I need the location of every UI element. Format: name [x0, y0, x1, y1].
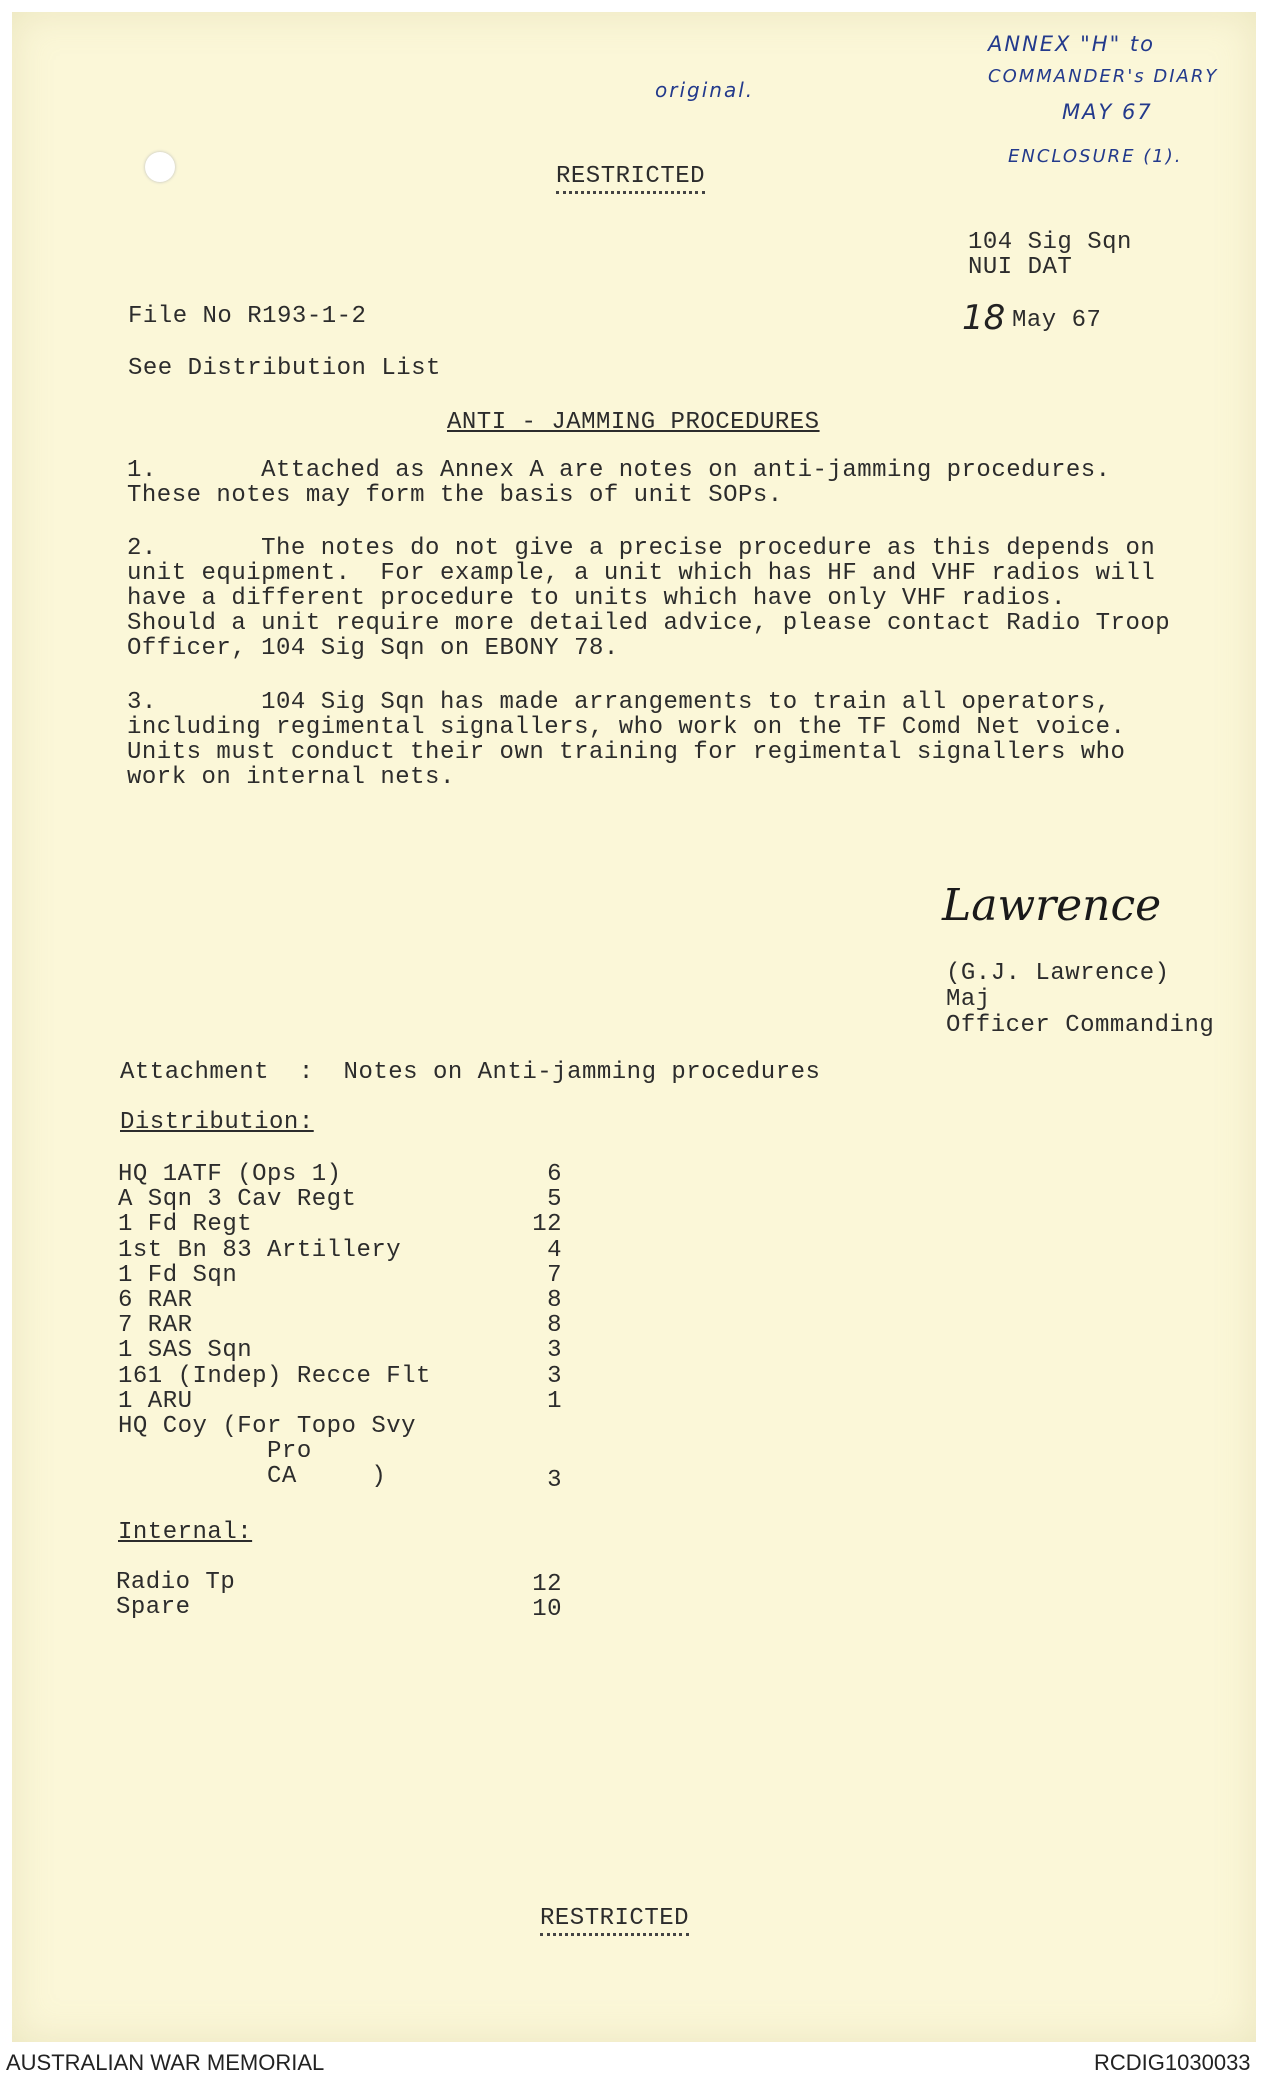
subject-heading: ANTI - JAMMING PROCEDURES: [447, 409, 820, 436]
annotation-line-4: ENCLOSURE (1).: [1008, 146, 1183, 167]
distribution-unit: 1 ARU: [118, 1388, 193, 1415]
internal-unit: Radio Tp: [116, 1569, 236, 1596]
distribution-copies: 8: [547, 1312, 562, 1339]
internal-copies: 12: [532, 1571, 562, 1598]
hq-coy-copies: 3: [547, 1467, 562, 1494]
sender-location: NUI DAT: [968, 254, 1073, 281]
annotation-line-2: COMMANDER's DIARY: [988, 66, 1219, 87]
distribution-copies: 3: [547, 1337, 562, 1364]
distribution-copies: 3: [547, 1363, 562, 1390]
distribution-heading: Distribution:: [120, 1109, 314, 1136]
distribution-copies: 5: [547, 1186, 562, 1213]
paragraph-2: 2. The notes do not give a precise procedure as this depends on unit equipment. For example, a unit which has HF and VHF radios will have a different procedure to units which have only VHF radios. Should a unit require more detailed advice, please contact Radio Troop Officer, 104 Sig Sqn on EBONY 78.: [127, 535, 1171, 662]
date-month-year: May 67: [1012, 307, 1102, 334]
distribution-unit: 1 SAS Sqn: [118, 1337, 253, 1364]
signature: Lawrence: [942, 880, 1162, 931]
file-number: File No R193-1-2: [128, 303, 367, 330]
sender-unit: 104 Sig Sqn: [968, 229, 1132, 256]
hq-coy-line-1: HQ Coy (For Topo Svy: [118, 1413, 417, 1440]
hq-coy-line-2: Pro: [118, 1438, 312, 1465]
original-mark: original.: [655, 78, 755, 102]
distribution-copies: 8: [547, 1287, 562, 1314]
paragraph-3: 3. 104 Sig Sqn has made arrangements to train all operators, including regimental signallers, who work on the TF Comd Net voice. Units must conduct their own training for regimental signallers who work on internal nets.: [127, 689, 1126, 791]
signatory-name: (G.J. Lawrence): [946, 960, 1170, 987]
distribution-copies: 4: [547, 1237, 562, 1264]
hq-coy-line-3: CA ): [118, 1463, 387, 1490]
distribution-copies: 7: [547, 1262, 562, 1289]
distribution-unit: 1 Fd Regt: [118, 1211, 253, 1238]
date-day: 18: [962, 298, 1006, 338]
signatory-title: Officer Commanding: [946, 1012, 1215, 1039]
distribution-unit: 161 (Indep) Recce Flt: [118, 1363, 431, 1390]
internal-unit: Spare: [116, 1594, 191, 1621]
distribution-unit: A Sqn 3 Cav Regt: [118, 1186, 357, 1213]
classification-top: RESTRICTED: [556, 164, 705, 194]
footer-source: AUSTRALIAN WAR MEMORIAL: [6, 2050, 325, 2075]
annotation-line-1: ANNEX "H" to: [988, 32, 1155, 56]
annotation-line-3: MAY 67: [1062, 100, 1153, 124]
internal-copies: 10: [532, 1596, 562, 1623]
addressee: See Distribution List: [128, 355, 441, 382]
internal-heading: Internal:: [118, 1519, 253, 1546]
punch-hole: [145, 152, 175, 182]
distribution-unit: 7 RAR: [118, 1312, 193, 1339]
distribution-unit: HQ 1ATF (Ops 1): [118, 1161, 342, 1188]
classification-bottom: RESTRICTED: [540, 1906, 689, 1936]
distribution-copies: 6: [547, 1161, 562, 1188]
paragraph-1: 1. Attached as Annex A are notes on anti-jamming procedures. These notes may form the basis of unit SOPs.: [127, 457, 1111, 509]
attachment-line: Attachment : Notes on Anti-jamming procedures: [120, 1059, 821, 1086]
distribution-unit: 6 RAR: [118, 1287, 193, 1314]
signatory-rank: Maj: [946, 986, 991, 1013]
distribution-unit: 1st Bn 83 Artillery: [118, 1237, 402, 1264]
footer-reference: RCDIG1030033: [1094, 2050, 1251, 2075]
distribution-copies: 1: [547, 1388, 562, 1415]
distribution-copies: 12: [532, 1211, 562, 1238]
distribution-unit: 1 Fd Sqn: [118, 1262, 238, 1289]
